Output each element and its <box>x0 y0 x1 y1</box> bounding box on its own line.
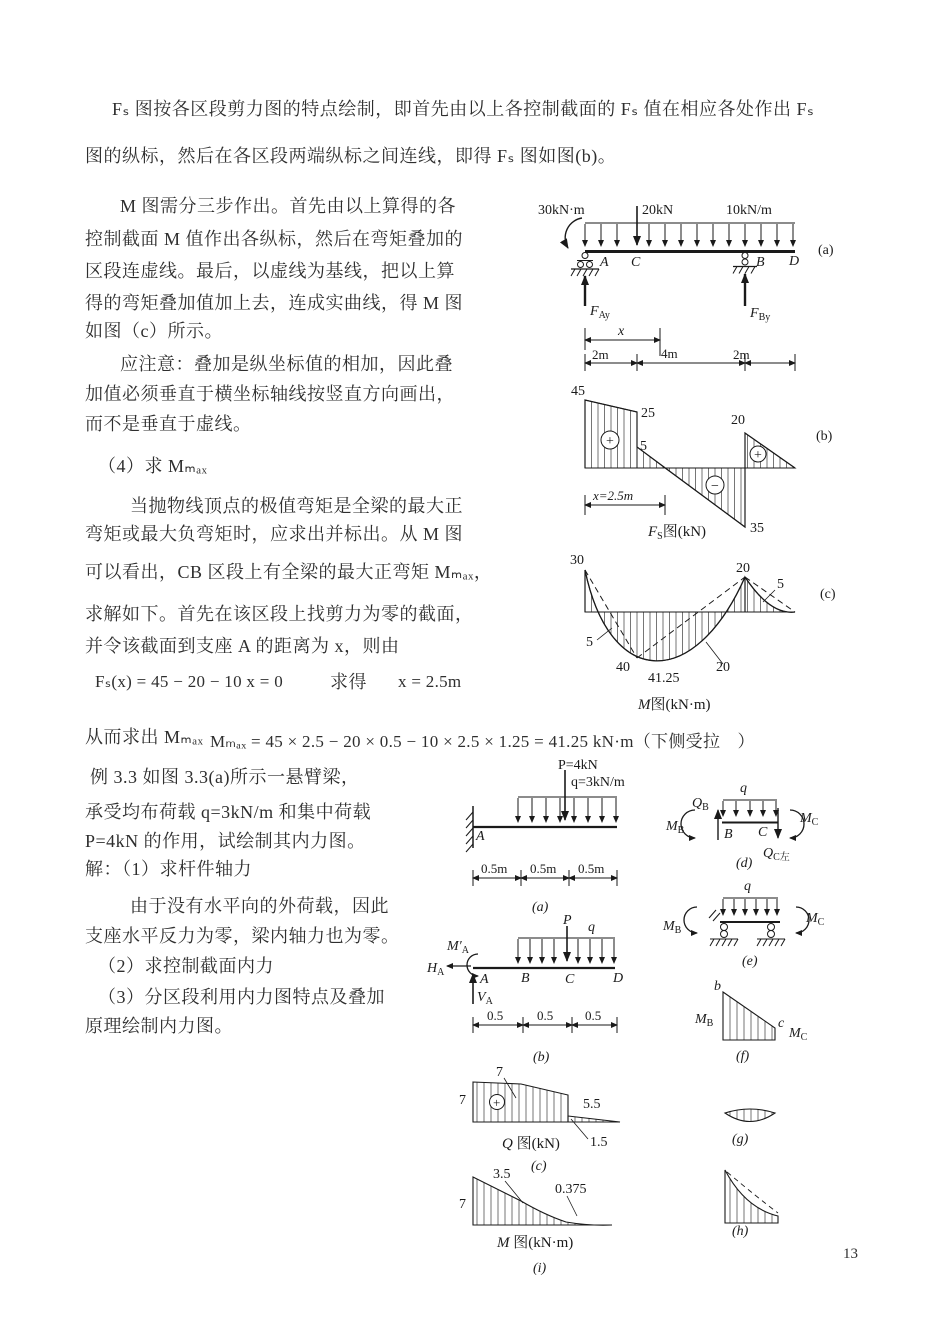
fay-sub: Ay <box>598 310 610 321</box>
b-label: b <box>714 979 721 994</box>
mc-label <box>788 1026 808 1043</box>
q-value-55: 5.5 <box>583 1097 601 1112</box>
plus-sign-icon: + <box>606 434 614 449</box>
equation-shear: Fₛ(x) = 45 − 20 − 10 x = 0 <box>95 672 284 691</box>
mc-main: M <box>789 1026 801 1041</box>
node-B-label: B <box>724 827 733 842</box>
paragraph-line: 当抛物线顶点的极值弯矩是全梁的最大正 <box>130 496 463 516</box>
mc-main: M <box>800 811 812 826</box>
node-C-label: C <box>631 255 641 270</box>
m-value-5-right: 5 <box>777 577 784 592</box>
mc-main: M <box>806 911 818 926</box>
paragraph-line: 控制截面 M 值作出各纵标，然后在弯矩叠加的 <box>85 229 464 249</box>
figure-exh-label: (h) <box>732 1224 749 1239</box>
m-value-4125: 41.25 <box>648 671 680 686</box>
example-line: P=4kN 的作用，试绘制其内力图。 <box>85 831 366 851</box>
paragraph-line: 并令该截面到支座 A 的距离为 x，则由 <box>85 636 400 656</box>
figure-exf-label: (f) <box>736 1049 750 1064</box>
span-dimensions <box>585 346 795 371</box>
q-load-label: q=3kN/m <box>571 775 625 790</box>
node-A-label: A <box>476 829 485 844</box>
mi-diagram-title <box>496 1234 573 1251</box>
m-value-30: 30 <box>570 553 584 568</box>
m-value-20-mid: 20 <box>716 660 730 675</box>
node-C-label: C <box>565 972 575 987</box>
x25-dimension <box>585 488 665 515</box>
mc-sub: C <box>811 817 819 828</box>
mc-sub: C <box>817 917 825 928</box>
paragraph-line: 应注意：叠加是纵坐标值的相加，因此叠 <box>120 354 453 374</box>
fs-value-20: 20 <box>731 413 745 428</box>
fs-title-sub: S <box>657 531 663 542</box>
plus-sign-icon: + <box>493 1095 501 1110</box>
shear-force-diagram <box>530 378 950 565</box>
m-diagram-i <box>459 1167 612 1276</box>
fs-value-25: 25 <box>641 406 655 421</box>
fs-value-35: 35 <box>750 521 764 536</box>
m-title-main: M <box>638 697 651 713</box>
m-title-rest: 图(kN·m) <box>650 697 711 713</box>
mc-label <box>805 911 825 928</box>
bending-moment-diagram <box>530 540 950 715</box>
ha-main: H <box>427 961 438 976</box>
fs-title-main: F <box>648 524 658 540</box>
x25-dim-label: x=2.5m <box>593 488 634 503</box>
p-load-label: P=4kN <box>558 758 598 773</box>
mc-label <box>799 811 819 828</box>
example-line: 承受均布荷载 q=3kN/m 和集中荷载 <box>85 802 372 822</box>
dim-05-label: 0.5 <box>487 1008 504 1023</box>
qc-sub: C左 <box>773 852 790 863</box>
mc-sub: C <box>800 1032 808 1043</box>
mb-sub: B <box>706 1018 714 1029</box>
equation-result: x = 2.5m <box>398 672 462 691</box>
m-value-35: 3.5 <box>493 1167 511 1182</box>
m-main-region <box>585 570 745 661</box>
example-line: （3）分区段利用内力图特点及叠加 <box>98 987 385 1007</box>
reaction-FAy-label <box>589 304 610 321</box>
ma-main: M′ <box>447 939 462 954</box>
example-line: 支座水平反力为零，梁内轴力也为零。 <box>85 926 400 946</box>
fay-main: F <box>590 304 599 319</box>
example-line: 解：（1）求杆件轴力 <box>85 859 252 879</box>
va-label <box>477 990 494 1007</box>
mb-main: M <box>695 1012 707 1027</box>
dim-4m-label: 4m <box>661 346 678 361</box>
qc-main: Q <box>763 846 774 861</box>
distributed-load-arrows-icon <box>585 224 793 246</box>
paragraph-line: 求解如下。首先在该区段上找剪力为零的截面， <box>85 604 474 624</box>
q-diagram-c <box>459 1065 620 1174</box>
mb-main: M <box>666 819 678 834</box>
paragraph-line: 得的弯矩叠加值加上去，连成实曲线，得 M 图 <box>85 293 464 313</box>
q-value-7-top: 7 <box>496 1065 503 1080</box>
q-title-rest: 图(kN) <box>512 1136 560 1152</box>
figure-b-label: (b) <box>816 429 833 444</box>
m-value-5-left: 5 <box>586 635 593 650</box>
node-B-label: B <box>756 255 765 270</box>
fby-main: F <box>750 306 759 321</box>
fs-value-5: 5 <box>640 439 647 454</box>
mb-label <box>694 1012 714 1029</box>
paragraph-line: 弯矩或最大负弯矩时，应求出并标出。从 M 图 <box>85 524 464 544</box>
q-label: q <box>740 781 747 796</box>
q-value-15: 1.5 <box>590 1135 608 1150</box>
mb-main: M <box>663 919 675 934</box>
mb-sub: B <box>677 825 685 836</box>
figure-exe-label: (e) <box>742 954 758 969</box>
mb-sub: B <box>674 925 682 936</box>
example-diagrams-right <box>650 770 925 1265</box>
example-line: （2）求控制截面内力 <box>98 956 274 976</box>
figure-exi-label: (i) <box>533 1261 547 1276</box>
dim-05m-label: 0.5m <box>530 861 557 876</box>
q-value-7: 7 <box>459 1093 466 1108</box>
segment-freebody-d <box>665 781 819 871</box>
freebody-diagram-b <box>426 913 623 1065</box>
m-value-7: 7 <box>459 1197 466 1212</box>
ma-sub: A <box>461 945 469 956</box>
figure-c-label: (c) <box>820 587 836 602</box>
x-dim-label: x <box>618 324 625 339</box>
dim-2m-label: 2m <box>592 347 609 362</box>
section-heading: （4）求 Mₘₐₓ <box>98 456 208 476</box>
mb-arrow-icon <box>684 907 697 933</box>
paragraph-line: 图的纵标，然后在各区段两端纵标之间连线，即得 Fₛ 图如图(b)。 <box>85 146 617 166</box>
example-diagrams-left <box>425 750 670 1295</box>
figure-exq-label: (c) <box>531 1159 547 1174</box>
ha-sub: A <box>437 967 445 978</box>
q-diagram-title <box>502 1135 560 1152</box>
paragraph-line: 可以看出，CB 区段上有全梁的最大正弯矩 Mₘₐₓ， <box>85 562 493 582</box>
m-value-20-top: 20 <box>736 561 750 576</box>
cantilever-diagram-a <box>466 758 625 915</box>
mi-title-rest: 图(kN·m) <box>509 1235 574 1251</box>
node-C-label: C <box>758 825 768 840</box>
figure-exg-label: (g) <box>732 1132 749 1147</box>
m-value-0375: 0.375 <box>555 1182 587 1197</box>
mi-title-main: M <box>497 1235 510 1251</box>
equivalent-beam-e <box>662 879 825 969</box>
moment-MA-arrow-icon <box>467 954 478 976</box>
example-line: 例 3.3 如图 3.3(a)所示一悬臂梁， <box>90 767 360 787</box>
paragraph-line: 如图（c）所示。 <box>85 321 223 341</box>
point-load-label: 20kN <box>642 203 674 218</box>
fs-title-rest: 图(kN) <box>662 524 707 540</box>
fs-value-45: 45 <box>571 384 585 399</box>
m-diagram-title <box>637 696 711 713</box>
node-A-label: A <box>600 255 609 270</box>
dim-05m-label: 0.5m <box>578 861 605 876</box>
page-number: 13 <box>843 1246 858 1262</box>
figure-a-label: (a) <box>818 243 834 258</box>
paragraph-line: 而不是垂直于虚线。 <box>85 414 252 434</box>
figure-exa-label: (a) <box>532 900 549 915</box>
figure-exb-label: (b) <box>533 1050 550 1065</box>
m-value-40: 40 <box>616 660 630 675</box>
fby-sub: By <box>758 312 771 323</box>
dim-05-label: 0.5 <box>585 1008 602 1023</box>
lens-diagram-g <box>725 1109 775 1147</box>
moment-load-label: 30kN·m <box>538 203 585 218</box>
trapezoid-diagram-f <box>694 979 808 1064</box>
q-title-main: Q <box>502 1136 513 1152</box>
example-line: 由于没有水平向的外荷载，因此 <box>130 896 389 916</box>
ha-label <box>426 961 445 978</box>
beam-load-diagram <box>530 188 950 393</box>
paragraph-line: 区段连虚线。最后，以虚线为基线，把以上算 <box>85 261 455 281</box>
node-B-label: B <box>521 971 530 986</box>
qc-label <box>763 846 790 863</box>
paragraph-line: M 图需分三步作出。首先由以上算得的各 <box>120 196 457 216</box>
moment-MA-label <box>446 939 470 956</box>
equation-connector: 求得 <box>330 672 367 692</box>
plus-sign-icon: + <box>754 448 762 463</box>
example-line: 原理绘制内力图。 <box>85 1016 233 1036</box>
paragraph-line: 加值必须垂直于横坐标轴线按竖直方向画出， <box>85 384 455 404</box>
p-label: P <box>563 913 572 928</box>
qb-main: Q <box>692 796 703 811</box>
support-A-icon <box>571 253 599 277</box>
q-label: q <box>588 920 595 935</box>
node-A-label: A <box>480 972 489 987</box>
qb-sub: B <box>702 802 709 813</box>
minus-sign-icon: − <box>711 479 719 494</box>
curve-diagram-h <box>725 1170 778 1239</box>
moment-arrow-icon <box>565 218 582 248</box>
figure-exd-label: (d) <box>736 856 753 871</box>
dim-05-label: 0.5 <box>537 1008 554 1023</box>
va-sub: A <box>485 996 493 1007</box>
node-D-label: D <box>789 254 800 269</box>
udl-label: 10kN/m <box>726 203 772 218</box>
support-B-icon <box>733 253 757 274</box>
c-label: c <box>778 1016 785 1031</box>
va-main: V <box>477 990 486 1005</box>
mb-label <box>662 919 682 936</box>
paragraph-line: Fₛ 图按各区段剪力图的特点绘制，即首先由以上各控制截面的 Fₛ 值在相应各处作出 Fₛ <box>112 99 815 119</box>
node-D-label: D <box>613 971 624 986</box>
reaction-FBy-label <box>749 306 770 323</box>
equation-mmax: Mₘₐₓ = 45 × 2.5 − 20 × 0.5 − 10 × 2.5 × 1.25 = 41.25 kN·m（下侧受拉 ） <box>210 732 755 751</box>
equation-prefix: 从而求出 Mₘₐₓ <box>85 727 204 747</box>
dim-2m-right-label: 2m <box>733 347 750 362</box>
dim-05m-label: 0.5m <box>481 861 508 876</box>
q-label: q <box>744 879 751 894</box>
